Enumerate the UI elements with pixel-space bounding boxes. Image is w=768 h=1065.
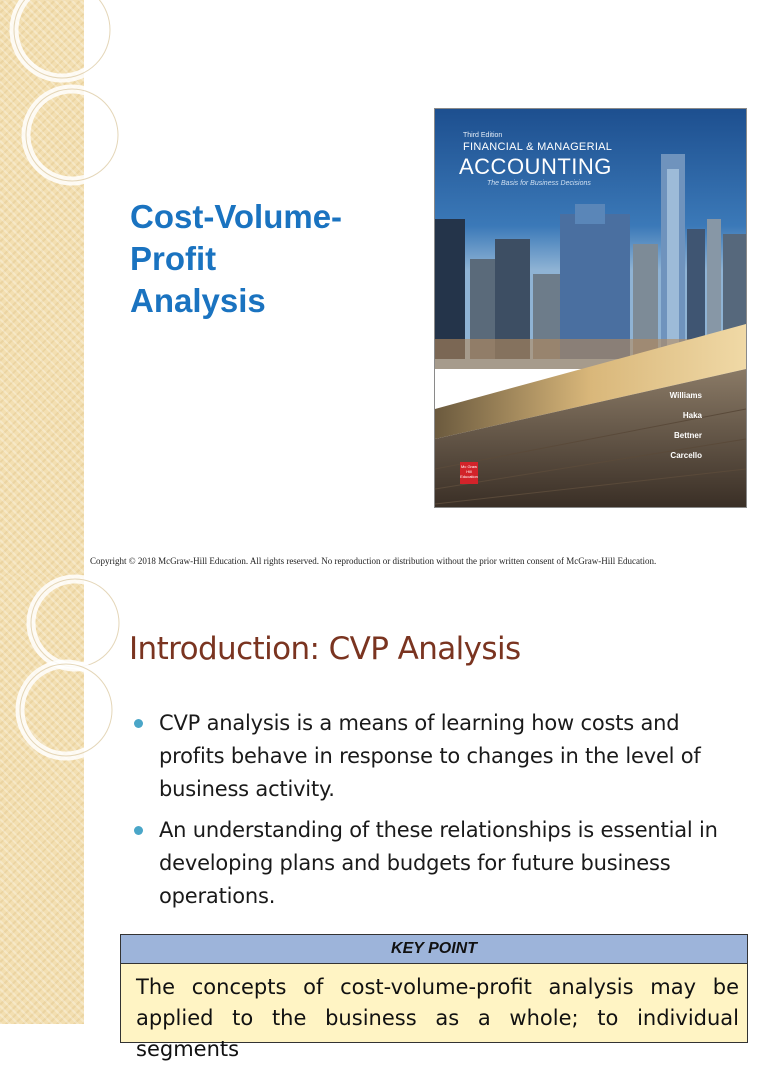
- decorative-sidebar: [0, 0, 84, 575]
- decorative-circles: [0, 575, 84, 1024]
- decorative-sidebar: [0, 575, 84, 1024]
- bullet-icon: [134, 826, 143, 835]
- title-line: Analysis: [130, 282, 266, 319]
- publisher-logo: Mc Graw Hill Education: [460, 462, 478, 484]
- decorative-circles: [0, 0, 84, 575]
- cover-author: Carcello: [670, 451, 702, 460]
- cover-subtitle: FINANCIAL & MANAGERIAL: [463, 141, 613, 153]
- list-item: [134, 707, 749, 806]
- copyright-notice: Copyright © 2018 McGraw-Hill Education. All rights reserved. No reproduction or distribution without the prior written consent of McGraw-Hill Education.: [90, 556, 657, 566]
- cover-author: Williams: [669, 391, 702, 400]
- bullet-list: [134, 707, 749, 921]
- content-slide: [0, 575, 768, 1061]
- book-cover-image: [434, 108, 747, 508]
- title-line: Profit: [130, 240, 217, 277]
- cover-author: Haka: [682, 411, 702, 420]
- slide-title: [130, 196, 410, 322]
- list-item: [134, 814, 749, 913]
- key-point-body: The concepts of cost-volume-profit analysis may be applied to the business as a whole; to individual segments: [120, 963, 748, 1043]
- cover-tagline: The Basis for Business Decisions: [487, 180, 591, 187]
- bullet-icon: [134, 719, 143, 728]
- bullet-text: An understanding of these relationships is essential in developing plans and budgets for future business operations.: [159, 818, 718, 908]
- title-line: Cost-Volume-: [130, 198, 343, 235]
- cover-author: Bettner: [673, 431, 702, 440]
- slide-title: Introduction: CVP Analysis: [129, 631, 521, 667]
- cover-edition: Third Edition: [463, 132, 503, 139]
- bullet-text: CVP analysis is a means of learning how costs and profits behave in response to changes in the level of business activity.: [159, 711, 701, 801]
- key-point-header: KEY POINT: [120, 934, 748, 964]
- cover-title: ACCOUNTING: [459, 154, 612, 179]
